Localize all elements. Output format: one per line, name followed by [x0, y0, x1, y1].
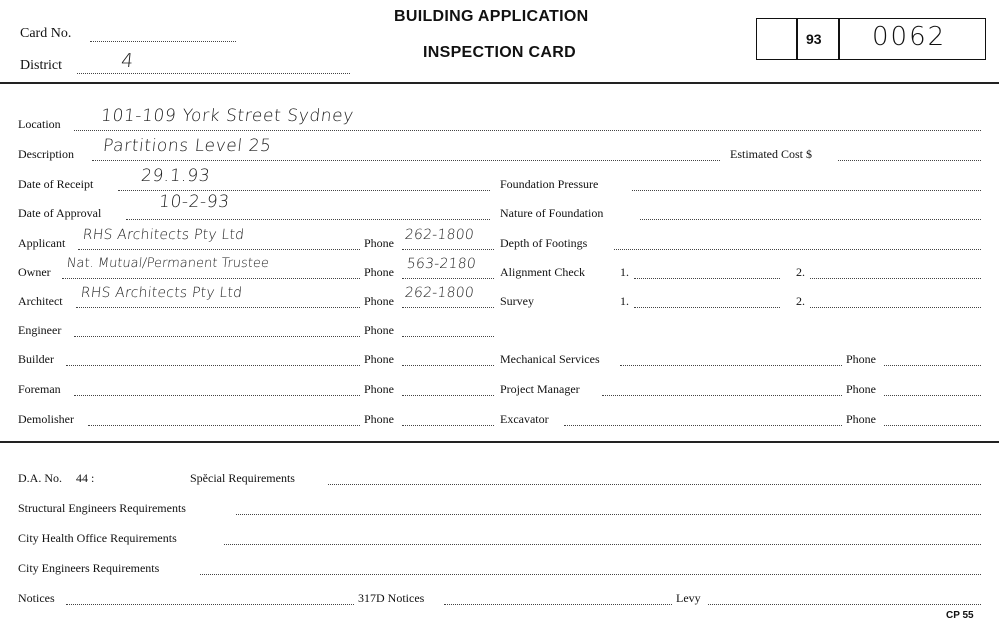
date-of-receipt-value: 29.1.93 [140, 166, 212, 186]
alignment-check-n1: 1. [620, 265, 629, 279]
survey-label: Survey [500, 294, 534, 308]
applicant-phone-label: Phone [364, 236, 394, 250]
section-divider [0, 441, 999, 443]
project-manager-label: Project Manager [500, 382, 580, 396]
date-of-approval-value: 10-2-93 [158, 192, 231, 212]
title-line-2: INSPECTION CARD [423, 44, 576, 61]
owner-phone-label: Phone [364, 265, 394, 279]
card-box-divider-2 [838, 19, 840, 59]
title-line-1: BUILDING APPLICATION [394, 8, 589, 25]
levy-line[interactable] [708, 604, 981, 605]
engineer-phone-line[interactable] [402, 336, 494, 337]
builder-phone-line[interactable] [402, 365, 494, 366]
foreman-phone-line[interactable] [402, 395, 494, 396]
alignment-check-line-1[interactable] [634, 278, 780, 279]
location-value: 101-109 York Street Sydney [100, 106, 355, 126]
engineer-label: Engineer [18, 323, 62, 337]
excavator-phone-label: Phone [846, 412, 876, 426]
district-label: District [20, 58, 62, 73]
special-requirements-line[interactable] [328, 484, 981, 485]
notices-label: Notices [18, 591, 55, 605]
survey-line-2[interactable] [810, 307, 981, 308]
card-box-divider-1 [796, 19, 798, 59]
da-no-value: 44 : [76, 471, 95, 485]
owner-value: Nat. Mutual/Permanent Trustee [66, 256, 270, 271]
excavator-label: Excavator [500, 412, 549, 426]
excavator-line[interactable] [564, 425, 842, 426]
demolisher-label: Demolisher [18, 412, 74, 426]
survey-n1: 1. [620, 294, 629, 308]
notices-317d-label: 317D Notices [358, 591, 425, 605]
depth-of-footings-line[interactable] [614, 249, 981, 250]
estimated-cost-label: Estimated Cost $ [730, 147, 812, 161]
mechanical-services-phone-label: Phone [846, 352, 876, 366]
architect-label: Architect [18, 294, 63, 308]
district-value: 4 [120, 50, 136, 72]
date-of-receipt-label: Date of Receipt [18, 177, 94, 191]
city-engineers-label: City Engineers Requirements [18, 561, 160, 575]
description-label: Description [18, 147, 74, 161]
special-requirements-label: Spĕcial Requirements [190, 471, 295, 485]
nature-of-foundation-line[interactable] [640, 219, 981, 220]
estimated-cost-line[interactable] [838, 160, 981, 161]
description-line[interactable] [92, 160, 720, 161]
date-of-approval-line[interactable] [126, 219, 490, 220]
owner-phone-line[interactable] [402, 278, 494, 279]
owner-label: Owner [18, 265, 51, 279]
project-manager-line[interactable] [602, 395, 842, 396]
card-number: 0062 [872, 22, 947, 52]
nature-of-foundation-label: Nature of Foundation [500, 206, 604, 220]
notices-line[interactable] [66, 604, 354, 605]
architect-phone-line[interactable] [402, 307, 494, 308]
district-line[interactable] [77, 73, 350, 74]
applicant-phone-line[interactable] [402, 249, 494, 250]
architect-phone-value: 262-1800 [404, 285, 475, 301]
project-manager-phone-line[interactable] [884, 395, 981, 396]
notices-317d-line[interactable] [444, 604, 672, 605]
location-label: Location [18, 117, 61, 131]
foreman-phone-label: Phone [364, 382, 394, 396]
card-prefix: 93 [806, 31, 822, 47]
card-no-label: Card No. [20, 26, 72, 41]
location-line[interactable] [74, 130, 981, 131]
structural-engineers-line[interactable] [236, 514, 981, 515]
architect-line[interactable] [76, 307, 360, 308]
engineer-phone-label: Phone [364, 323, 394, 337]
demolisher-phone-label: Phone [364, 412, 394, 426]
architect-value: RHS Architects Pty Ltd [80, 285, 244, 301]
depth-of-footings-label: Depth of Footings [500, 236, 588, 250]
architect-phone-label: Phone [364, 294, 394, 308]
foundation-pressure-label: Foundation Pressure [500, 177, 599, 191]
form-code: CP 55 [946, 610, 974, 621]
da-no-label: D.A. No. [18, 471, 62, 485]
structural-engineers-label: Structural Engineers Requirements [18, 501, 186, 515]
card-no-line[interactable] [90, 41, 236, 42]
demolisher-line[interactable] [88, 425, 360, 426]
city-health-line[interactable] [224, 544, 981, 545]
description-value: Partitions Level 25 [102, 136, 273, 156]
foundation-pressure-line[interactable] [632, 190, 981, 191]
header-divider [0, 82, 999, 84]
mechanical-services-line[interactable] [620, 365, 842, 366]
applicant-value: RHS Architects Pty Ltd [82, 227, 246, 243]
foreman-line[interactable] [74, 395, 360, 396]
date-of-approval-label: Date of Approval [18, 206, 102, 220]
city-engineers-line[interactable] [200, 574, 981, 575]
excavator-phone-line[interactable] [884, 425, 981, 426]
alignment-check-line-2[interactable] [810, 278, 981, 279]
mechanical-services-phone-line[interactable] [884, 365, 981, 366]
alignment-check-label: Alignment Check [500, 265, 585, 279]
survey-n2: 2. [796, 294, 805, 308]
owner-line[interactable] [62, 278, 360, 279]
project-manager-phone-label: Phone [846, 382, 876, 396]
city-health-label: City Health Office Requirements [18, 531, 177, 545]
applicant-label: Applicant [18, 236, 66, 250]
card-number-box [756, 18, 986, 60]
date-of-receipt-line[interactable] [118, 190, 490, 191]
builder-phone-label: Phone [364, 352, 394, 366]
foreman-label: Foreman [18, 382, 61, 396]
applicant-phone-value: 262-1800 [404, 227, 475, 243]
builder-label: Builder [18, 352, 54, 366]
owner-phone-value: 563-2180 [406, 256, 477, 272]
mechanical-services-label: Mechanical Services [500, 352, 600, 366]
alignment-check-n2: 2. [796, 265, 805, 279]
demolisher-phone-line[interactable] [402, 425, 494, 426]
survey-line-1[interactable] [634, 307, 780, 308]
engineer-line[interactable] [74, 336, 360, 337]
levy-label: Levy [676, 591, 701, 605]
applicant-line[interactable] [78, 249, 360, 250]
builder-line[interactable] [66, 365, 360, 366]
